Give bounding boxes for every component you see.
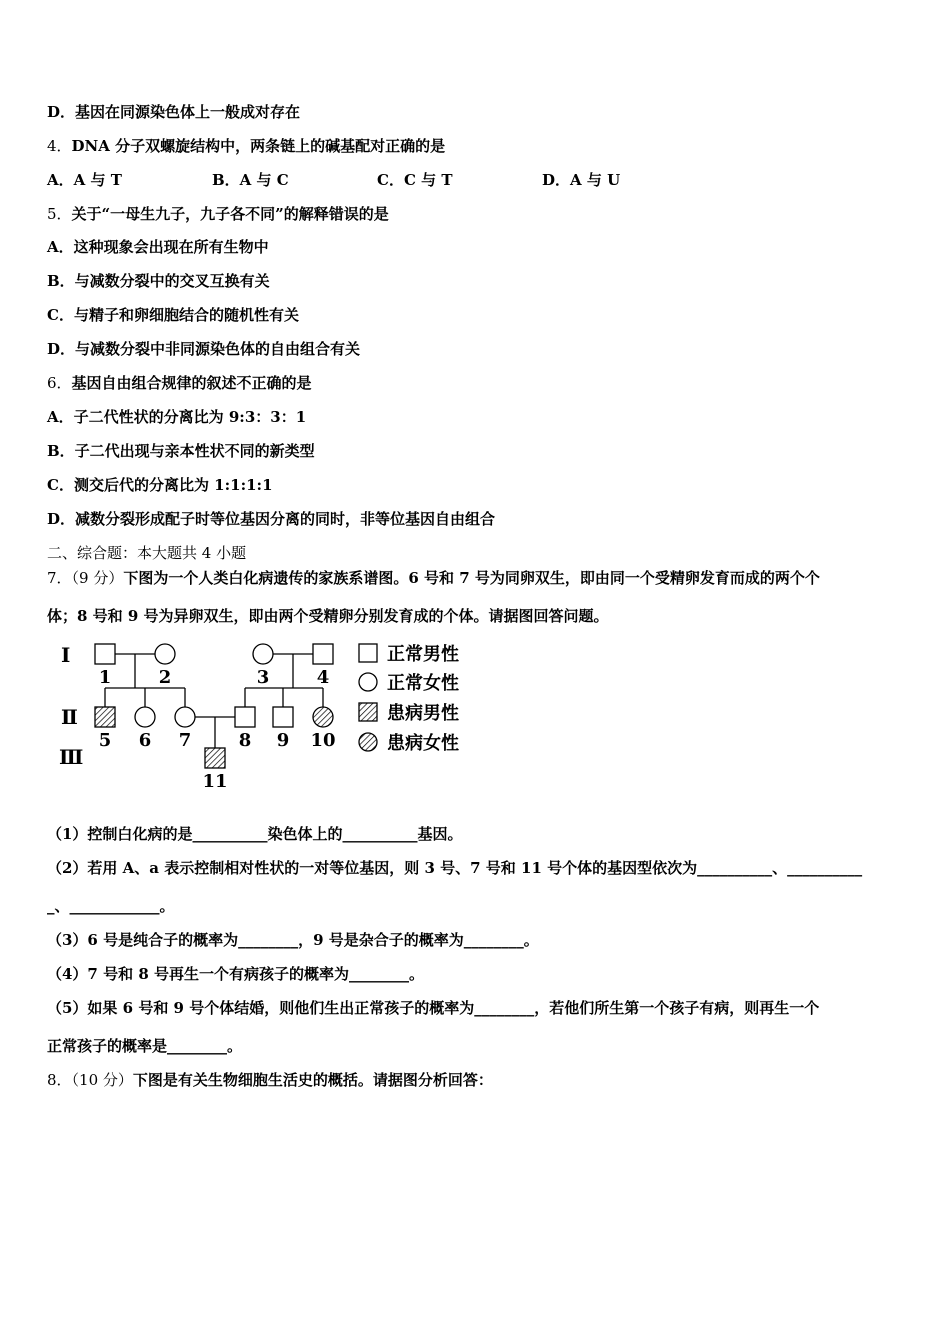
legend-normal-male-symbol xyxy=(359,644,377,662)
q7-stem-line1 xyxy=(47,568,820,588)
q4-option-b: B．A 与 C xyxy=(212,171,289,189)
q7-sub1: （1）控制白化病的是__________染色体上的__________基因。 xyxy=(47,825,463,843)
id-label-5: 5 xyxy=(98,730,112,751)
q6-option-a: A．子二代性状的分离比为 9:3：3：1 xyxy=(47,408,307,426)
q5-option-c: C．与精子和卵细胞结合的随机性有关 xyxy=(47,306,299,324)
q4-stem-text: DNA 分子双螺旋结构中，两条链上的碱基配对正确的是 xyxy=(71,137,446,155)
individual-4-normal-male xyxy=(313,644,333,664)
individual-8-normal-male xyxy=(235,707,255,727)
section-heading: 二、综合题：本大题共 4 小题 xyxy=(47,544,247,562)
id-label-4: 4 xyxy=(316,667,330,688)
individual-2-normal-female xyxy=(155,644,175,664)
generation-label-2: Ⅱ xyxy=(61,705,78,729)
q6-stem xyxy=(47,373,312,393)
individual-6-normal-female xyxy=(135,707,155,727)
q4-number: 4． xyxy=(47,137,72,155)
q4-stem xyxy=(47,136,445,156)
q7-sub5-line1: （5）如果 6 号和 9 号个体结婚，则他们生出正常孩子的概率为________，若他们所生第一个孩子有病，则再生一个 xyxy=(47,999,820,1017)
legend-normal-male-label: 正常男性 xyxy=(387,644,459,665)
id-label-7: 7 xyxy=(178,730,192,751)
legend-affected-female-symbol xyxy=(359,733,377,751)
individual-10-affected-female xyxy=(313,707,333,727)
q4-option-d: D．A 与 U xyxy=(542,171,621,189)
q6-option-b: B．子二代出现与亲本性状不同的新类型 xyxy=(47,442,315,460)
generation-label-3: Ⅲ xyxy=(59,745,84,769)
legend-affected-male-symbol xyxy=(359,703,377,721)
individual-3-normal-female xyxy=(253,644,273,664)
generation-label-1: Ⅰ xyxy=(61,643,71,667)
q4-option-a: A．A 与 T xyxy=(47,171,122,189)
q7-sub4: （4）7 号和 8 号再生一个有病孩子的概率为________。 xyxy=(47,965,424,983)
id-label-6: 6 xyxy=(138,730,152,751)
individual-7-normal-female xyxy=(175,707,195,727)
q5-option-a: A．这种现象会出现在所有生物中 xyxy=(47,238,269,256)
pedigree-lines xyxy=(105,654,323,748)
q5-option-d: D．与减数分裂中非同源染色体的自由组合有关 xyxy=(47,340,361,358)
q6-option-c: C．测交后代的分离比为 1:1:1:1 xyxy=(47,476,273,494)
individual-11-affected-male xyxy=(205,748,225,768)
q7-number: 7．（9 分） xyxy=(47,569,124,587)
q8-number: 8．（10 分） xyxy=(47,1071,133,1089)
q8-stem xyxy=(47,1070,493,1090)
individual-5-affected-male xyxy=(95,707,115,727)
individual-1-normal-male xyxy=(95,644,115,664)
q6-option-d: D．减数分裂形成配子时等位基因分离的同时，非等位基因自由组合 xyxy=(47,510,496,528)
id-label-9: 9 xyxy=(276,730,290,751)
q3-option-d: D．基因在同源染色体上一般成对存在 xyxy=(47,103,301,121)
legend-affected-female-label: 患病女性 xyxy=(387,733,459,754)
q4-option-c: C．C 与 T xyxy=(377,171,453,189)
id-label-1: 1 xyxy=(98,667,112,688)
id-label-8: 8 xyxy=(238,730,252,751)
legend-affected-male-label: 患病男性 xyxy=(387,703,459,724)
q7-sub3: （3）6 号是纯合子的概率为________，9 号是杂合子的概率为________。 xyxy=(47,931,539,949)
q5-number: 5． xyxy=(47,205,72,223)
individual-9-normal-male xyxy=(273,707,293,727)
q7-sub2-line2: _、____________。 xyxy=(47,897,175,915)
legend-normal-female-label: 正常女性 xyxy=(387,673,459,694)
q8-stem-text: 下图是有关生物细胞生活史的概括。请据图分析回答： xyxy=(132,1071,493,1089)
q7-stem-line2: 体；8 号和 9 号为异卵双生，即由两个受精卵分别发育成的个体。请据图回答问题。 xyxy=(47,607,609,625)
id-label-3: 3 xyxy=(256,667,270,688)
q6-stem-text: 基因自由组合规律的叙述不正确的是 xyxy=(71,374,312,392)
id-label-10: 10 xyxy=(310,730,336,751)
id-label-2: 2 xyxy=(158,667,172,688)
q6-number: 6． xyxy=(47,374,72,392)
q7-sub2-line1: （2）若用 A、a 表示控制相对性状的一对等位基因，则 3 号、7 号和 11 号个体的基因型依次为__________、__________ xyxy=(47,859,863,877)
q5-stem xyxy=(47,204,389,224)
q7-sub5-line2: 正常孩子的概率是________。 xyxy=(47,1037,243,1055)
q7-stem-text1: 下图为一个人类白化病遗传的家族系谱图。6 号和 7 号为同卵双生，即由同一个受精卵发育而成的两个个 xyxy=(123,569,820,587)
q5-stem-text: 关于“一母生九子，九子各不同”的解释错误的是 xyxy=(71,205,389,223)
id-label-11: 11 xyxy=(202,771,228,792)
legend-normal-female-symbol xyxy=(359,673,377,691)
q5-option-b: B．与减数分裂中的交叉互换有关 xyxy=(47,272,270,290)
pedigree-chart xyxy=(55,636,475,796)
